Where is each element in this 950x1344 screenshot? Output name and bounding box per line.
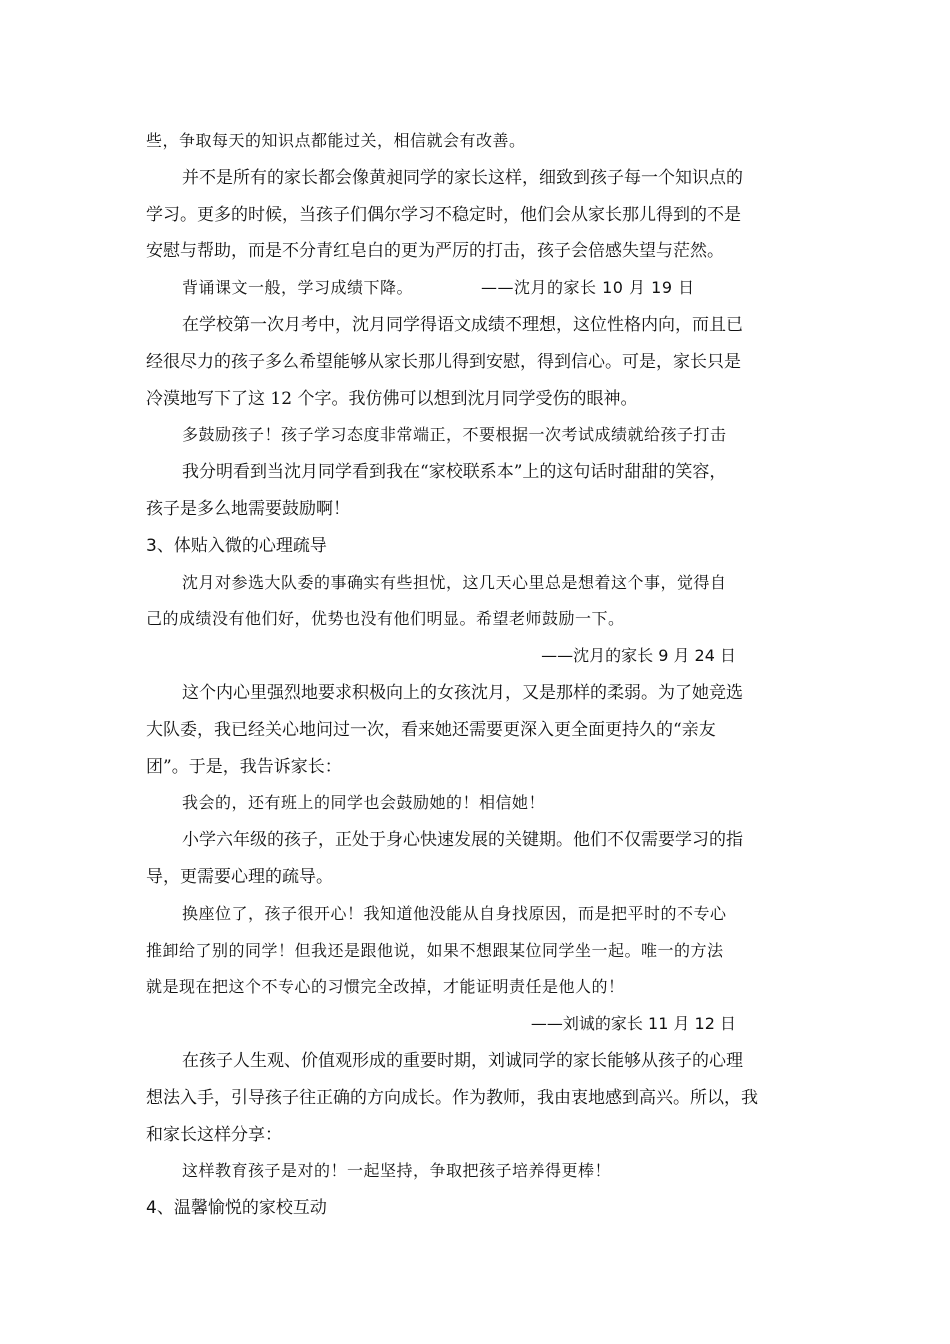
parent-note-signature: ——沈月的家长 9 月 24 日 — [541, 646, 736, 666]
paragraph-line: 小学六年级的孩子，正处于身心快速发展的关键期。他们不仅需要学习的指 — [182, 830, 743, 851]
paragraph-line: 和家长这样分享： — [146, 1124, 282, 1145]
paragraph-line: 在孩子人生观、价值观形成的重要时期，刘诚同学的家长能够从孩子的心理 — [182, 1050, 743, 1071]
paragraph-line: 冷漠地写下了这 12 个字。我仿佛可以想到沈月同学受伤的眼神。 — [146, 388, 638, 409]
paragraph-line: 并不是所有的家长都会像黄昶同学的家长这样，细致到孩子每一个知识点的 — [182, 167, 743, 188]
parent-note-line: 换座位了，孩子很开心！我知道他没能从自身找原因，而是把平时的不专心 — [182, 903, 727, 923]
paragraph-line: 团”。于是，我告诉家长： — [146, 756, 342, 777]
paragraph-line: 经很尽力的孩子多么希望能够从家长那儿得到安慰，得到信心。可是，家长只是 — [146, 351, 741, 372]
section-heading: 3、体贴入微的心理疏导 — [146, 535, 327, 556]
teacher-reply-line: 我会的，还有班上的同学也会鼓励她的！相信她！ — [182, 793, 546, 813]
parent-note-signature: ——沈月的家长 10 月 19 日 — [481, 278, 695, 298]
parent-note-line: 就是现在把这个不专心的习惯完全改掉，才能证明责任是他人的！ — [146, 977, 625, 997]
teacher-reply-line: 这样教育孩子是对的！一起坚持，争取把孩子培养得更棒！ — [182, 1161, 612, 1181]
paragraph-line: 这个内心里强烈地要求积极向上的女孩沈月，又是那样的柔弱。为了她竞选 — [182, 682, 743, 703]
paragraph-line: 大队委，我已经关心地问过一次，看来她还需要更深入更全面更持久的“亲友 — [146, 719, 716, 740]
parent-note-line: 己的成绩没有他们好，优势也没有他们明显。希望老师鼓励一下。 — [146, 609, 625, 629]
parent-note-line: 沈月对参选大队委的事确实有些担忧，这几天心里总是想着这个事，觉得自 — [182, 572, 727, 592]
paragraph-line: 学习。更多的时候，当孩子们偶尔学习不稳定时，他们会从家长那儿得到的不是 — [146, 204, 741, 225]
paragraph-line: 想法入手，引导孩子往正确的方向成长。作为教师，我由衷地感到高兴。所以，我 — [146, 1087, 758, 1108]
section-heading: 4、温馨愉悦的家校互动 — [146, 1198, 327, 1219]
parent-note-signature: ——刘诚的家长 11 月 12 日 — [530, 1014, 736, 1034]
paragraph-line: 我分明看到当沈月同学看到我在“家校联系本”上的这句话时甜甜的笑容， — [182, 462, 727, 483]
teacher-reply-line: 多鼓励孩子！孩子学习态度非常端正，不要根据一次考试成绩就给孩子打击 — [182, 425, 727, 445]
parent-note-line — [146, 270, 812, 307]
paragraph-line: 在学校第一次月考中，沈月同学得语文成绩不理想，这位性格内向，而且已 — [182, 314, 743, 335]
paragraph-line: 导，更需要心理的疏导。 — [146, 866, 333, 887]
paragraph-line: 安慰与帮助，而是不分青红皂白的更为严厉的打击，孩子会倍感失望与茫然。 — [146, 241, 724, 262]
parent-note-text: 背诵课文一般，学习成绩下降。 — [182, 278, 414, 298]
parent-note-line: 推卸给了别的同学！但我还是跟他说，如果不想跟某位同学坐一起。唯一的方法 — [146, 940, 724, 960]
paragraph-line: 孩子是多么地需要鼓励啊！ — [146, 498, 350, 519]
document-page — [146, 123, 812, 1227]
paragraph-line: 些，争取每天的知识点都能过关，相信就会有改善。 — [146, 131, 526, 150]
